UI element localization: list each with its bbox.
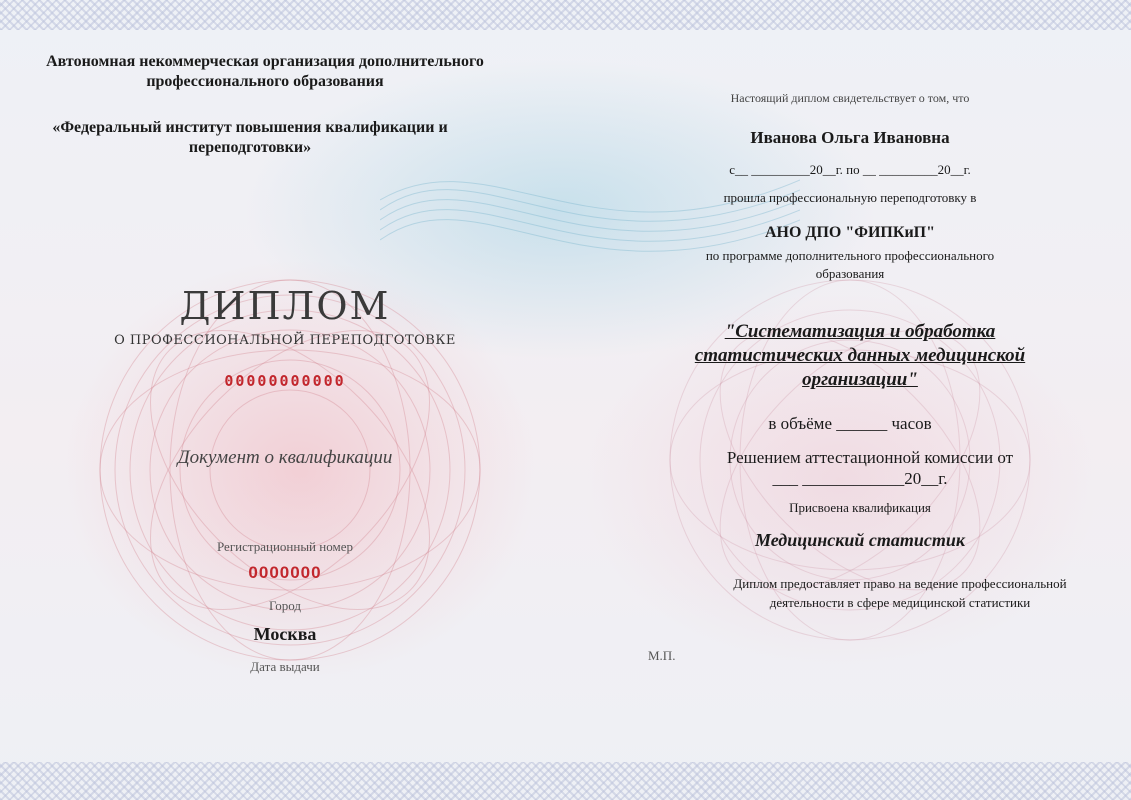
issue-date-label: Дата выдачи [250, 659, 320, 674]
organization-short-name: АНО ДПО "ФИПКиП" [764, 224, 935, 241]
course-name: "Систематизация и обработка статистических данных медицинской организации" [694, 321, 1026, 390]
registration-label: Регистрационный номер [217, 539, 353, 554]
program-text: по программе дополнительного профессионального образования [705, 248, 995, 281]
city-label: Город [268, 598, 302, 613]
institute-name: «Федеральный институт повышения квалификации и переподготовки» [52, 119, 448, 156]
commission-decision: Решением аттестационной комиссии от [726, 448, 1014, 467]
document-type: Документ о квалификации [177, 447, 393, 468]
serial-number: 00000000000 [224, 372, 346, 390]
study-period: с__ _________20__г. по __ _________20__г. [729, 162, 971, 177]
rights-text: Диплом предоставляет право на ведение профессиональной деятельности в сфере медицинской статистики [733, 576, 1067, 610]
qualification-value: Медицинский статистик [754, 530, 965, 550]
city-value: Москва [253, 624, 317, 644]
commission-date: ___ ____________20__г. [772, 469, 948, 488]
qualification-label: Присвоена квалификация [789, 500, 931, 515]
hours-volume: в объёме ______ часов [768, 414, 932, 433]
guilloche-border-bottom [0, 762, 1131, 800]
registration-number: 0000000 [248, 563, 322, 582]
holder-name: Иванова Ольга Ивановна [750, 128, 950, 147]
stamp-place-label: М.П. [648, 648, 676, 663]
guilloche-border-top [0, 0, 1131, 30]
certify-intro: Настоящий диплом свидетельствует о том, что [730, 91, 970, 105]
diploma-title: ДИПЛОМ [179, 284, 391, 328]
passed-text: прошла профессиональную переподготовку в [723, 190, 977, 205]
organization-name: Автономная некоммерческая организация дополнительного профессионального образования [46, 53, 484, 90]
diploma-subtitle: О ПРОФЕССИОНАЛЬНОЙ ПЕРЕПОДГОТОВКЕ [114, 333, 456, 348]
